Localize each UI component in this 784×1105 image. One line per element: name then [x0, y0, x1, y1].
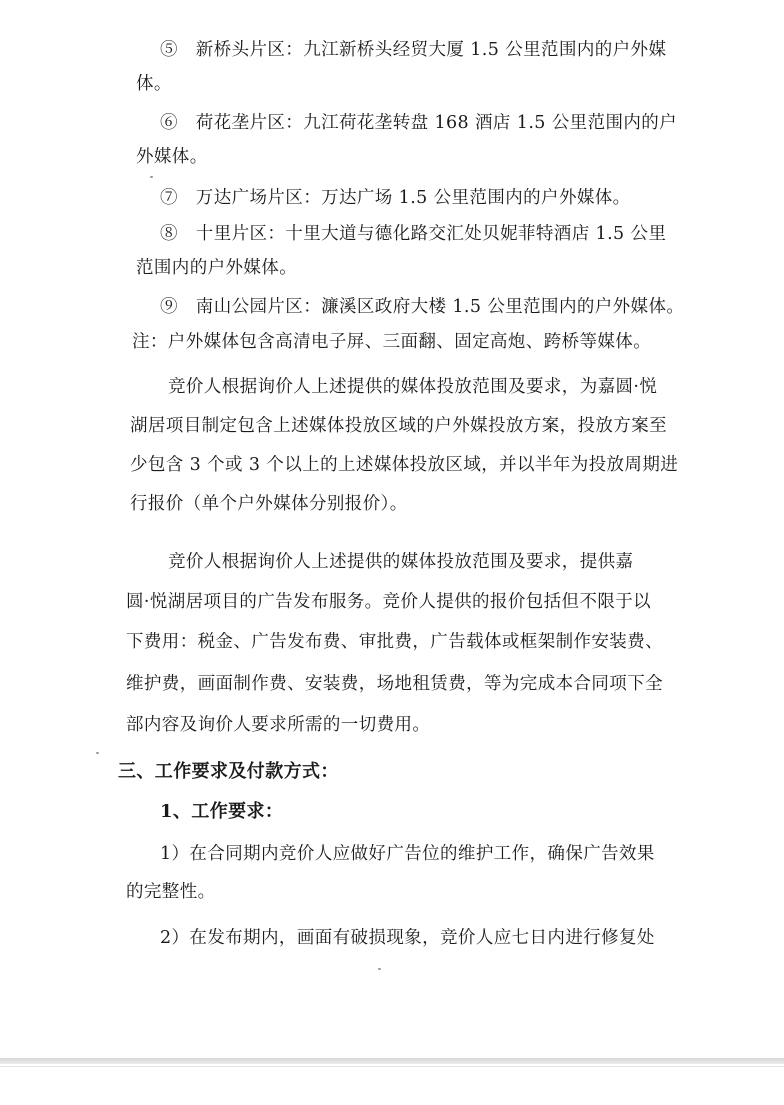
area-item-8-cont: 范围内的户外媒体。: [136, 258, 298, 278]
subsection-heading-1: 1、工作要求：: [160, 801, 284, 822]
paragraph-2-line-2: 圆·悦湖居项目的广告发布服务。竞价人提供的报价包括但不限于以: [126, 592, 652, 612]
requirement-1: 1）在合同期内竞价人应做好广告位的维护工作，确保广告效果: [160, 844, 655, 864]
requirement-1-cont: 的完整性。: [126, 882, 216, 902]
area-item-6-cont: 外媒体。: [136, 147, 208, 167]
paragraph-1-line-4: 行报价（单个户外媒体分别报价）。: [130, 494, 408, 514]
scan-speck: [96, 752, 99, 754]
scan-bottom-edge-line: [0, 1066, 784, 1067]
area-item-9: ⑨ 南山公园片区：濂溪区政府大楼 1.5 公里范围内的户外媒体。: [160, 297, 685, 317]
scan-bottom-edge: [0, 1058, 784, 1064]
scan-speck: [150, 176, 153, 178]
media-note: 注：户外媒体包含高清电子屏、三面翻、固定高炮、跨桥等媒体。: [132, 332, 652, 352]
area-item-5-cont: 体。: [136, 74, 172, 94]
area-item-6: ⑥ 荷花垄片区：九江荷花垄转盘 168 酒店 1.5 公里范围内的户: [160, 113, 678, 133]
paragraph-2-line-1: 竞价人根据询价人上述提供的媒体投放范围及要求，提供嘉: [168, 552, 634, 572]
paragraph-1-line-2: 湖居项目制定包含上述媒体投放区域的户外媒投放方案，投放方案至: [130, 416, 667, 436]
paragraph-2-line-4: 维护费，画面制作费、安装费，场地租赁费，等为完成本合同项下全: [126, 674, 663, 694]
area-item-8: ⑧ 十里片区：十里大道与德化路交汇处贝妮菲特酒店 1.5 公里: [160, 224, 667, 244]
section-heading-3: 三、工作要求及付款方式：: [118, 761, 339, 782]
scan-speck: [378, 968, 381, 970]
paragraph-1-line-3: 少包含 3 个或 3 个以上的上述媒体投放区域，并以半年为投放周期进: [130, 455, 679, 475]
paragraph-2-line-3: 下费用：税金、广告发布费、审批费，广告载体或框架制作安装费、: [126, 632, 663, 652]
area-item-5: ⑤ 新桥头片区：九江新桥头经贸大厦 1.5 公里范围内的户外媒: [160, 40, 667, 60]
paragraph-1-line-1: 竞价人根据询价人上述提供的媒体投放范围及要求，为嘉圆·悦: [168, 377, 658, 397]
paragraph-2-line-5: 部内容及询价人要求所需的一切费用。: [126, 715, 431, 735]
requirement-2: 2）在发布期内，画面有破损现象，竞价人应七日内进行修复处: [160, 928, 655, 948]
area-item-7: ⑦ 万达广场片区：万达广场 1.5 公里范围内的户外媒体。: [160, 188, 631, 208]
